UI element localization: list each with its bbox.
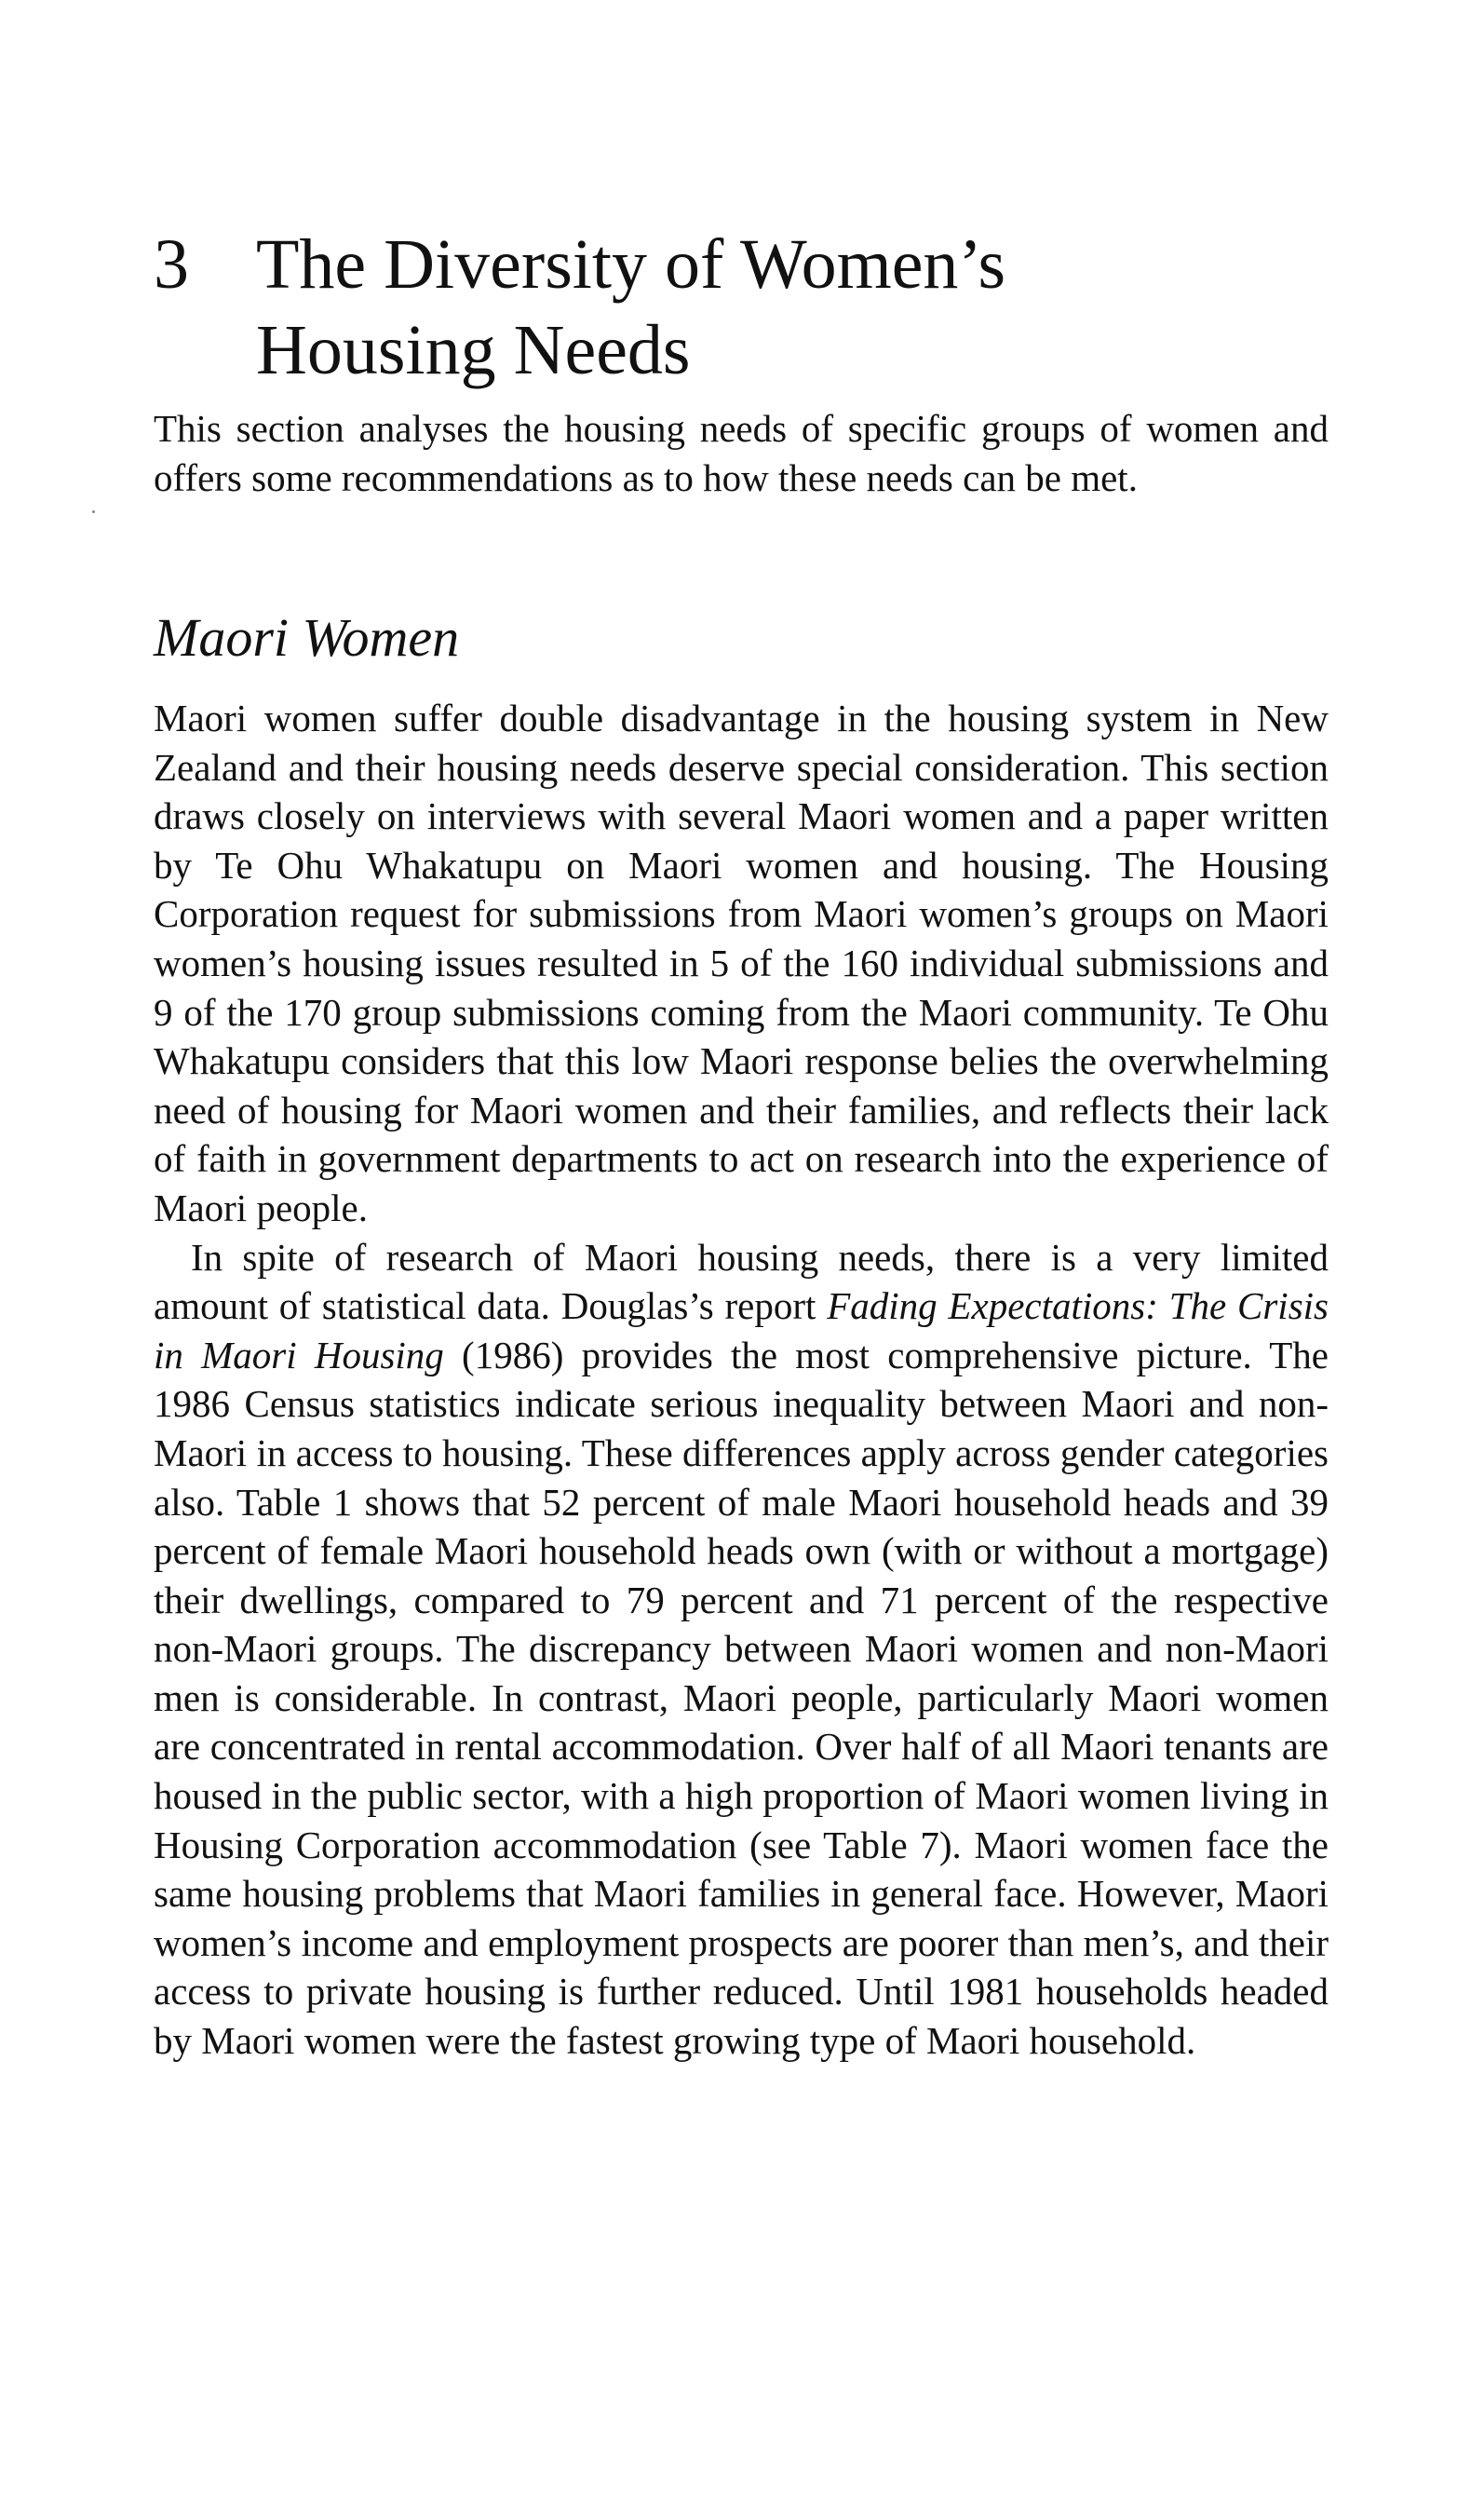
- chapter-title-line-2: Housing Needs: [256, 311, 691, 389]
- section-heading: Maori Women: [154, 607, 460, 668]
- body-paragraph-2: [154, 1233, 1329, 2066]
- chapter-number: 3: [154, 225, 189, 304]
- intro-paragraph: This section analyses the housing needs of specific groups of women and offers some recommendations as to how these needs can be met.: [154, 407, 1329, 499]
- chapter-heading: [154, 222, 1364, 393]
- section-body: [154, 694, 1329, 2066]
- chapter-title-line-1: The Diversity of Women’s: [256, 225, 1006, 304]
- body-paragraph-1: Maori women suffer double disadvantage in the housing system in New Zealand and their housing needs deserve special consideration. This section draws closely on interviews with several Maori women and a paper written by Te Ohu Whakatupu on Maori women and housing. The Housing Corporation request for submissions from Maori women’s groups on Maori women’s housing issues resulted in 5 of the 160 individual submissions and 9 of the 170 group submissions coming from the Maori community. Te Ohu Whakatupu considers that this low Maori response belies the overwhelming need of housing for Maori women and their families, and reflects their lack of faith in government departments to act on research into the experience of Maori people.: [154, 697, 1329, 1229]
- paragraph-2-text-start: In spite of research of Maori housing needs, there is a very limited amount of statistical data. Douglas’s report: [154, 1235, 1329, 1328]
- report-title: Fading Expectations: The Crisis in Maori Housing: [154, 1284, 1329, 1376]
- chapter-title: [256, 222, 1364, 393]
- print-speck: [92, 510, 95, 513]
- paragraph-2-text-rest: (1986) provides the most comprehensive picture. The 1986 Census statistics indicate serious inequality between Maori and non-Maori in access to housing. These differences apply across gender categories also. Table 1 shows that 52 percent of male Maori household heads and 39 percent of female Maori household heads own (with or without a mortgage) their dwellings, compared to 79 percent and 71 percent of the respective non-Maori groups. The discrepancy between Maori women and non-Maori men is considerable. In contrast, Maori people, particularly Maori women are concentrated in rental accommodation. Over half of all Maori tenants are housed in the public sector, with a high proportion of Maori women living in Housing Corporation accommodation (see Table 7). Maori women face the same housing problems that Maori families in general face. However, Maori women’s income and employment prospects are poorer than men’s, and their access to private housing is further reduced. Until 1981 households headed by Maori women were the fastest growing type of Maori household.: [154, 1333, 1329, 2063]
